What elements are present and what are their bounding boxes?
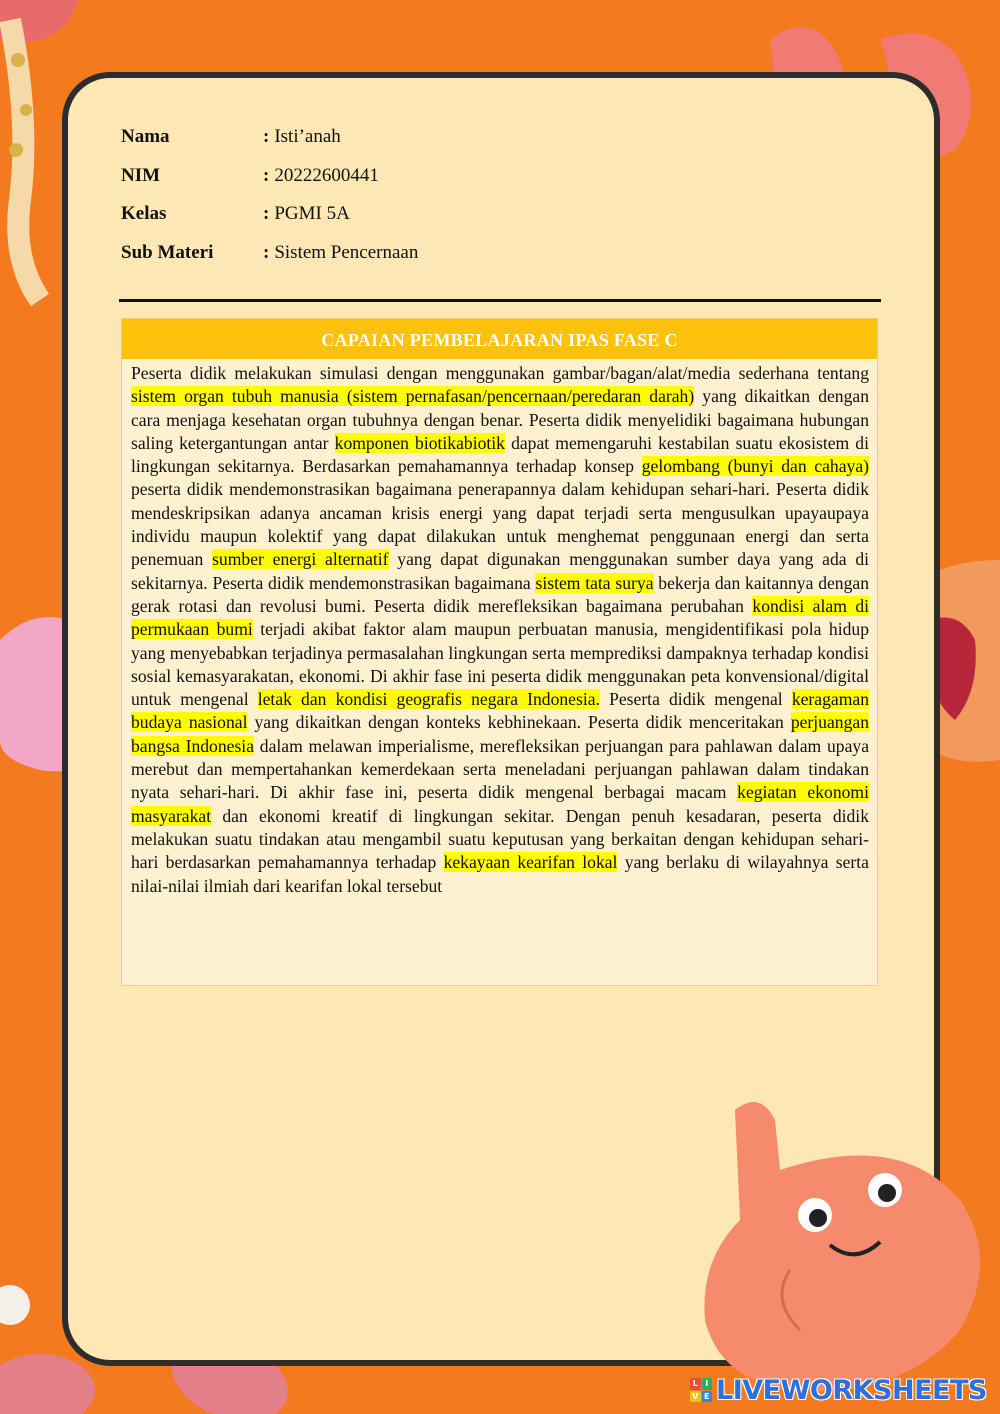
student-info [121, 118, 681, 272]
logo-letter: E [702, 1391, 713, 1403]
paragraph-text: terjadi akibat faktor alam maupun perbuatan manusia, mengidentifikasi pola hidup yang menyebabkan terjadinya permasalahan lingkungan serta memprediksi dampaknya terhadap kondisi sosial kemasyarakatan, ekonomi. Di akhir fase ini peserta didik menggunakan peta konvensional/digital untuk mengenal [131, 619, 869, 710]
capaian-box [121, 318, 878, 986]
logo-letter: L [690, 1378, 701, 1390]
liveworksheets-logo-text: LIVEWORKSHEETS [716, 1374, 987, 1406]
highlighted-phrase: sistem tata surya [535, 572, 654, 593]
info-row-kelas [121, 195, 681, 234]
info-colon: : [263, 126, 270, 148]
paragraph-text: dapat memengaruhi kestabilan suatu ekosistem di lingkungan sekitarnya. Berdasarkan pemahamannya terhadap konsep [131, 432, 869, 477]
highlighted-phrase: gelombang (bunyi dan cahaya) [641, 456, 870, 477]
stomach-character-overlay [680, 1080, 1000, 1414]
highlighted-phrase: sumber energi alternatif [212, 549, 389, 570]
highlighted-phrase: kondisi alam di permukaan bumi [131, 595, 870, 640]
liveworksheets-logo [690, 1374, 987, 1406]
paragraph-text: Peserta didik melakukan simulasi dengan menggunakan gambar/bagan/alat/media sederhana tentang [131, 363, 869, 383]
paragraph-text: dalam melawan imperialisme, merefleksikan perjuangan para pahlawan dalam upaya merebut dan mempertahankan kemerdekaan serta meneladani perjuangan pahlawan dalam tindakan nyata sehari-hari. Di akhir fase ini, peserta didik mengenal berbagai macam [131, 735, 869, 803]
info-value: PGMI 5A [274, 203, 350, 225]
paragraph-text: yang dikaitkan dengan konteks kebhinekaan. Peserta didik menceritakan [247, 712, 791, 733]
paragraph-text: dan ekonomi kreatif di lingkungan sekitar. Dengan penuh kesadaran, peserta didik melakukan suatu tindakan atau mengambil suatu keputusan yang berkaitan dengan kehidupan sehari-hari berdasarkan pemahamannya terhadap [131, 805, 869, 873]
info-label: NIM [121, 164, 161, 186]
liveworksheets-logo-mark [690, 1378, 712, 1402]
info-colon: : [263, 241, 270, 263]
info-row-sub-materi [121, 234, 681, 273]
info-label: Sub Materi [121, 241, 214, 263]
highlighted-phrase: letak dan kondisi geografis negara Indonesia. [257, 689, 600, 710]
info-row-nim [121, 157, 681, 196]
highlighted-phrase: kekayaan kearifan lokal [443, 852, 618, 873]
highlighted-phrase: komponen biotikabiotik [334, 432, 505, 453]
paragraph-text: bekerja dan kaitannya dengan gerak rotasi dan revolusi bumi. Peserta didik merefleksikan bagaimana perubahan [131, 572, 869, 616]
info-colon: : [263, 203, 270, 225]
paragraph-text: yang berlaku di wilayahnya serta nilai-nilai ilmiah dari kearifan lokal tersebut [131, 852, 869, 896]
info-value: 20222600441 [274, 164, 379, 186]
logo-letter: V [690, 1391, 701, 1403]
paragraph-text: peserta didik mendemonstrasikan bagaimana penerapannya dalam kehidupan sehari-hari. Peserta didik mendeskripsikan adanya ancaman krisis energi yang dapat terjadi serta mengusulkan upayaupaya individu maupun kolektif yang dapat dilakukan untuk menghemat penggunaan energi dan serta penemuan [131, 479, 869, 570]
info-colon: : [263, 164, 270, 186]
info-label: Kelas [121, 203, 167, 225]
info-row-nama [121, 118, 681, 157]
info-value: Sistem Pencernaan [274, 241, 419, 263]
info-label: Nama [121, 126, 170, 148]
highlighted-phrase: sistem organ tubuh manusia (sistem pernafasan/pencernaan/peredaran darah) [131, 386, 695, 407]
info-value: Isti’anah [274, 126, 341, 148]
paragraph-text: yang dapat digunakan menggunakan sumber daya yang ada di sekitarnya. Peserta didik mendemonstrasikan bagaimana [131, 549, 870, 593]
logo-letter: I [702, 1378, 713, 1390]
paragraph-text: Peserta didik mengenal [599, 689, 792, 710]
divider-line [119, 299, 881, 302]
paragraph-text: yang dikaitkan dengan cara menjaga kesehatan organ tubuhnya dengan benar. Peserta didik menyelidiki bagaimana hubungan saling ketergantungan antar [131, 386, 869, 453]
highlighted-phrase: kegiatan ekonomi masyarakat [131, 782, 869, 826]
capaian-title: CAPAIAN PEMBELAJARAN IPAS FASE C [122, 319, 877, 359]
capaian-paragraph [122, 359, 877, 898]
highlighted-phrase: perjuangan bangsa Indonesia [131, 712, 869, 756]
highlighted-phrase: keragaman budaya nasional [131, 689, 869, 733]
